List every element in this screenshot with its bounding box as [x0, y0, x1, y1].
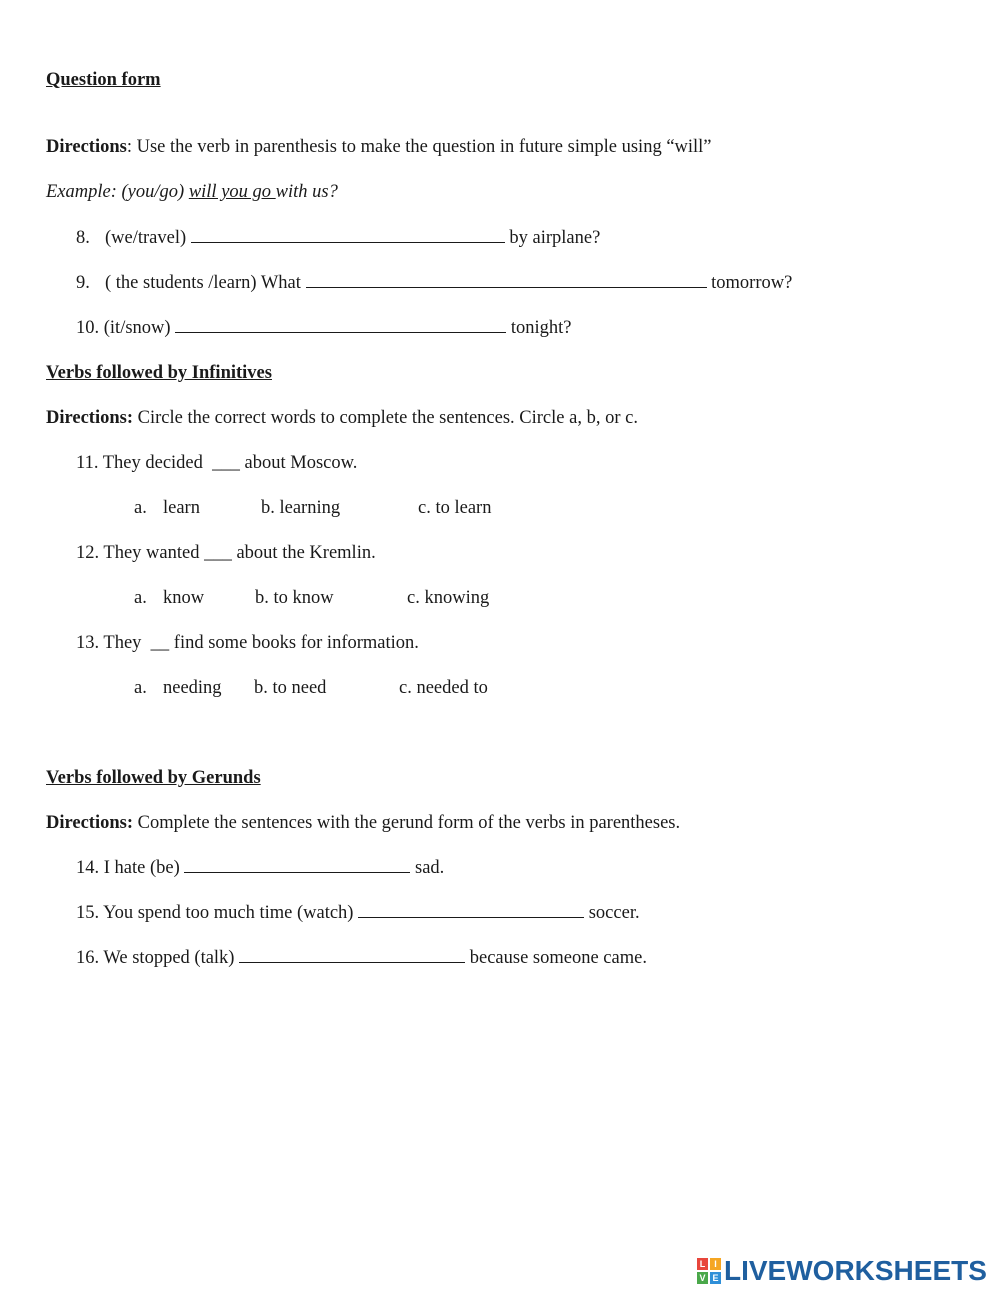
option-a[interactable] — [134, 586, 204, 610]
question-item-11: 11. They decided ___ about Moscow. — [76, 453, 358, 473]
example-prefix: Example: (you/go) — [46, 182, 189, 202]
question-item-15 — [76, 901, 640, 925]
option-text: know — [163, 588, 205, 608]
option-b[interactable]: b. learning — [261, 498, 341, 518]
item-suffix: by airplane? — [504, 228, 601, 248]
logo-text: LIVEWORKSHEETS — [724, 1255, 987, 1286]
option-text: needing — [163, 678, 222, 698]
liveworksheets-logo — [697, 1256, 987, 1286]
directions-text: Circle the correct words to complete the sentences. Circle a, b, or c. — [133, 408, 638, 428]
option-c[interactable]: c. needed to — [399, 678, 488, 698]
question-item-16 — [76, 946, 647, 970]
logo-block-i: I — [710, 1258, 721, 1270]
example-suffix: with us? — [275, 182, 338, 202]
item-suffix: tonight? — [506, 318, 572, 338]
item-suffix: soccer. — [584, 903, 640, 923]
option-letter: a. — [134, 498, 147, 518]
directions-text: : Use the verb in parenthesis to make the question in future simple using “will” — [126, 137, 712, 157]
item-suffix: because someone came. — [465, 948, 647, 968]
logo-block-e: E — [710, 1272, 721, 1284]
logo-mark — [697, 1258, 721, 1284]
directions-gerunds — [46, 811, 680, 835]
question-item-12: 12. They wanted ___ about the Kremlin. — [76, 543, 376, 563]
option-a[interactable] — [134, 496, 200, 520]
option-c[interactable]: c. to learn — [418, 498, 492, 518]
answer-blank[interactable] — [358, 901, 584, 918]
option-b[interactable]: b. to need — [254, 678, 327, 698]
example-line — [46, 180, 338, 204]
item-suffix: sad. — [410, 858, 445, 878]
option-letter: a. — [134, 588, 147, 608]
directions-label: Directions: — [46, 813, 133, 833]
question-item-13: 13. They __ find some books for information. — [76, 633, 419, 653]
directions-label: Directions: — [46, 408, 133, 428]
item-prompt: ( the students /learn) What — [105, 273, 306, 293]
directions-infinitives — [46, 406, 638, 430]
option-text: learn — [163, 498, 200, 518]
example-answer: will you go — [188, 182, 276, 202]
directions-question-form — [46, 135, 712, 159]
item-number: 8. — [76, 228, 90, 248]
item-prompt: (we/travel) — [105, 228, 191, 248]
logo-block-l: L — [697, 1258, 708, 1270]
directions-text: Complete the sentences with the gerund form of the verbs in parentheses. — [133, 813, 681, 833]
section-heading-gerunds: Verbs followed by Gerunds — [46, 768, 261, 788]
item-prompt: 16. We stopped (talk) — [76, 948, 240, 968]
answer-blank[interactable] — [191, 226, 505, 243]
option-a[interactable] — [134, 676, 222, 700]
option-b[interactable]: b. to know — [255, 588, 334, 608]
section-heading-question-form: Question form — [46, 70, 161, 90]
answer-blank[interactable] — [175, 316, 506, 333]
item-prompt: 14. I hate (be) — [76, 858, 185, 878]
item-number: 10. — [76, 318, 100, 338]
item-prompt: 15. You spend too much time (watch) — [76, 903, 359, 923]
answer-blank[interactable] — [239, 946, 465, 963]
logo-block-v: V — [697, 1272, 708, 1284]
question-item-14 — [76, 856, 444, 880]
answer-blank[interactable] — [184, 856, 410, 873]
question-item-8 — [76, 226, 600, 250]
question-item-10 — [76, 316, 571, 340]
question-item-9 — [76, 271, 792, 295]
section-heading-infinitives: Verbs followed by Infinitives — [46, 363, 272, 383]
option-c[interactable]: c. knowing — [407, 588, 490, 608]
item-prompt: (it/snow) — [103, 318, 176, 338]
item-number: 9. — [76, 273, 90, 293]
item-suffix: tomorrow? — [706, 273, 793, 293]
directions-label: Directions — [46, 137, 127, 157]
answer-blank[interactable] — [306, 271, 707, 288]
option-letter: a. — [134, 678, 147, 698]
